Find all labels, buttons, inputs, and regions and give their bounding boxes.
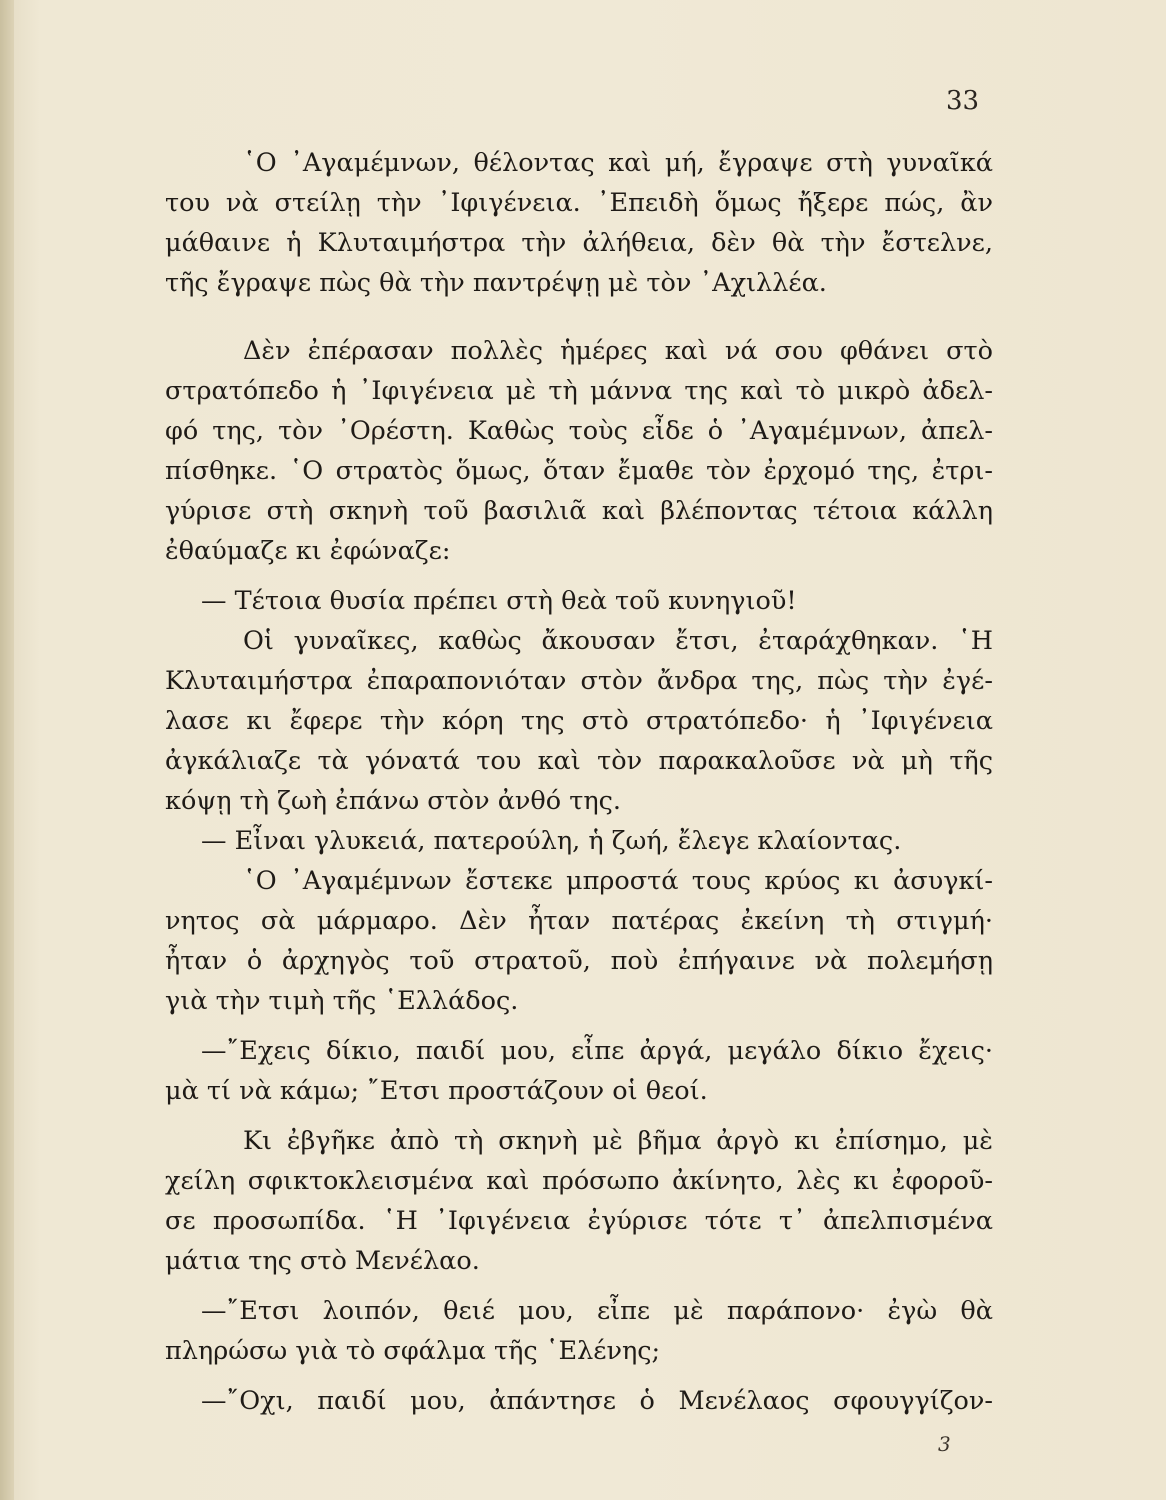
text-line: ἀγκάλιαζε τὰ γόνατά του καὶ τὸν παρακαλοῦσε νὰ μὴ τῆς — [165, 746, 993, 776]
text-line: λασε κι ἔφερε τὴν κόρη της στὸ στρατόπεδο· ἡ ᾿Ιφιγένεια — [165, 706, 993, 736]
dialogue-line: —῎Εχεις δίκιο, παιδί μου, εἶπε ἀργά, μεγάλο δίκιο ἔχεις· — [201, 1036, 993, 1066]
text-line: πληρώσω γιὰ τὸ σφάλμα τῆς ῾Ελένης; — [165, 1336, 661, 1366]
text-line: γιὰ τὴν τιμὴ τῆς ῾Ελλάδος. — [165, 986, 519, 1016]
paragraph-gap — [165, 571, 993, 581]
page-binding-edge — [0, 0, 14, 1500]
text-line: μάτια της στὸ Μενέλαο. — [165, 1246, 480, 1276]
text-line: Δὲν ἐπέρασαν πολλὲς ἡμέρες καὶ νά σου φθάνει στὸ — [243, 336, 993, 366]
text-line: ῾Ο ᾿Αγαμέμνων, θέλοντας καὶ μή, ἔγραψε στὴ γυναῖκά — [243, 148, 993, 178]
text-line: ῾Ο ᾿Αγαμέμνων ἔστεκε μπροστά τους κρύος κι ἀσυγκί- — [243, 866, 993, 896]
text-line: κόψῃ τὴ ζωὴ ἐπάνω στὸν ἀνθό της. — [165, 786, 621, 816]
paragraph-gap — [165, 1281, 993, 1291]
printer-signature-mark: 3 — [938, 1432, 951, 1456]
text-line: Οἱ γυναῖκες, καθὼς ἄκουσαν ἔτσι, ἐταράχθηκαν. ῾Η — [243, 626, 993, 656]
text-line: μάθαινε ἡ Κλυταιμήστρα τὴν ἀλήθεια, δὲν θὰ τὴν ἔστελνε, — [165, 228, 993, 258]
text-line: νητος σὰ μάρμαρο. Δὲν ἦταν πατέρας ἐκείνη τὴ στιγμή· — [165, 906, 993, 936]
text-line: μὰ τί νὰ κάμω; ῎Ετσι προστάζουν οἱ θεοί. — [165, 1076, 708, 1106]
dialogue-line: —῎Οχι, παιδί μου, ἀπάντησε ὁ Μενέλαος σφουγγίζον- — [201, 1386, 993, 1416]
text-line: του νὰ στείλῃ τὴν ᾿Ιφιγένεια. ᾿Επειδὴ ὅμως ἤξερε πώς, ἂν — [165, 188, 993, 218]
text-line: σε προσωπίδα. ῾Η ᾿Ιφιγένεια ἐγύρισε τότε τ᾿ ἀπελπισμένα — [165, 1206, 993, 1236]
text-line: στρατόπεδο ἡ ᾿Ιφιγένεια μὲ τὴ μάννα της καὶ τὸ μικρὸ ἀδελ- — [165, 376, 993, 406]
paragraph-gap — [165, 1371, 993, 1381]
paragraph-gap — [165, 1111, 993, 1121]
text-line: φό της, τὸν ᾿Ορέστη. Καθὼς τοὺς εἶδε ὁ ᾿Αγαμέμνων, ἀπελ- — [165, 416, 993, 446]
text-line: Κι ἐβγῆκε ἀπὸ τὴ σκηνὴ μὲ βῆμα ἀργὸ κι ἐπίσημο, μὲ — [243, 1126, 993, 1156]
dialogue-line: — Εἶναι γλυκειά, πατερούλη, ἡ ζωή, ἔλεγε κλαίοντας. — [201, 826, 902, 856]
text-line: γύρισε στὴ σκηνὴ τοῦ βασιλιᾶ καὶ βλέποντας τέτοια κάλλη — [165, 496, 993, 526]
text-line: ἐθαύμαζε κι ἐφώναζε: — [165, 536, 451, 566]
text-line: Κλυταιμήστρα ἐπαραπονιόταν στὸν ἄνδρα της, πὼς τὴν ἐγέ- — [165, 666, 993, 696]
paragraph-gap — [165, 1021, 993, 1031]
text-line: τῆς ἔγραψε πὼς θὰ τὴν παντρέψῃ μὲ τὸν ᾿Αχιλλέα. — [165, 268, 827, 298]
dialogue-line: — Τέτοια θυσία πρέπει στὴ θεὰ τοῦ κυνηγιοῦ! — [201, 586, 797, 616]
text-line: πίσθηκε. ῾Ο στρατὸς ὅμως, ὅταν ἔμαθε τὸν ἐρχομό της, ἐτρι- — [165, 456, 993, 486]
page-number: 33 — [946, 86, 980, 116]
dialogue-line: —῎Ετσι λοιπόν, θειέ μου, εἶπε μὲ παράπονο· ἐγὼ θὰ — [201, 1296, 993, 1326]
text-line: ἦταν ὁ ἀρχηγὸς τοῦ στρατοῦ, ποὺ ἐπήγαινε νὰ πολεμήσῃ — [165, 946, 993, 976]
body-text — [165, 143, 993, 1421]
paragraph-gap — [165, 303, 993, 331]
text-line: χείλη σφικτοκλεισμένα καὶ πρόσωπο ἀκίνητο, λὲς κι ἐφοροῦ- — [165, 1166, 993, 1196]
